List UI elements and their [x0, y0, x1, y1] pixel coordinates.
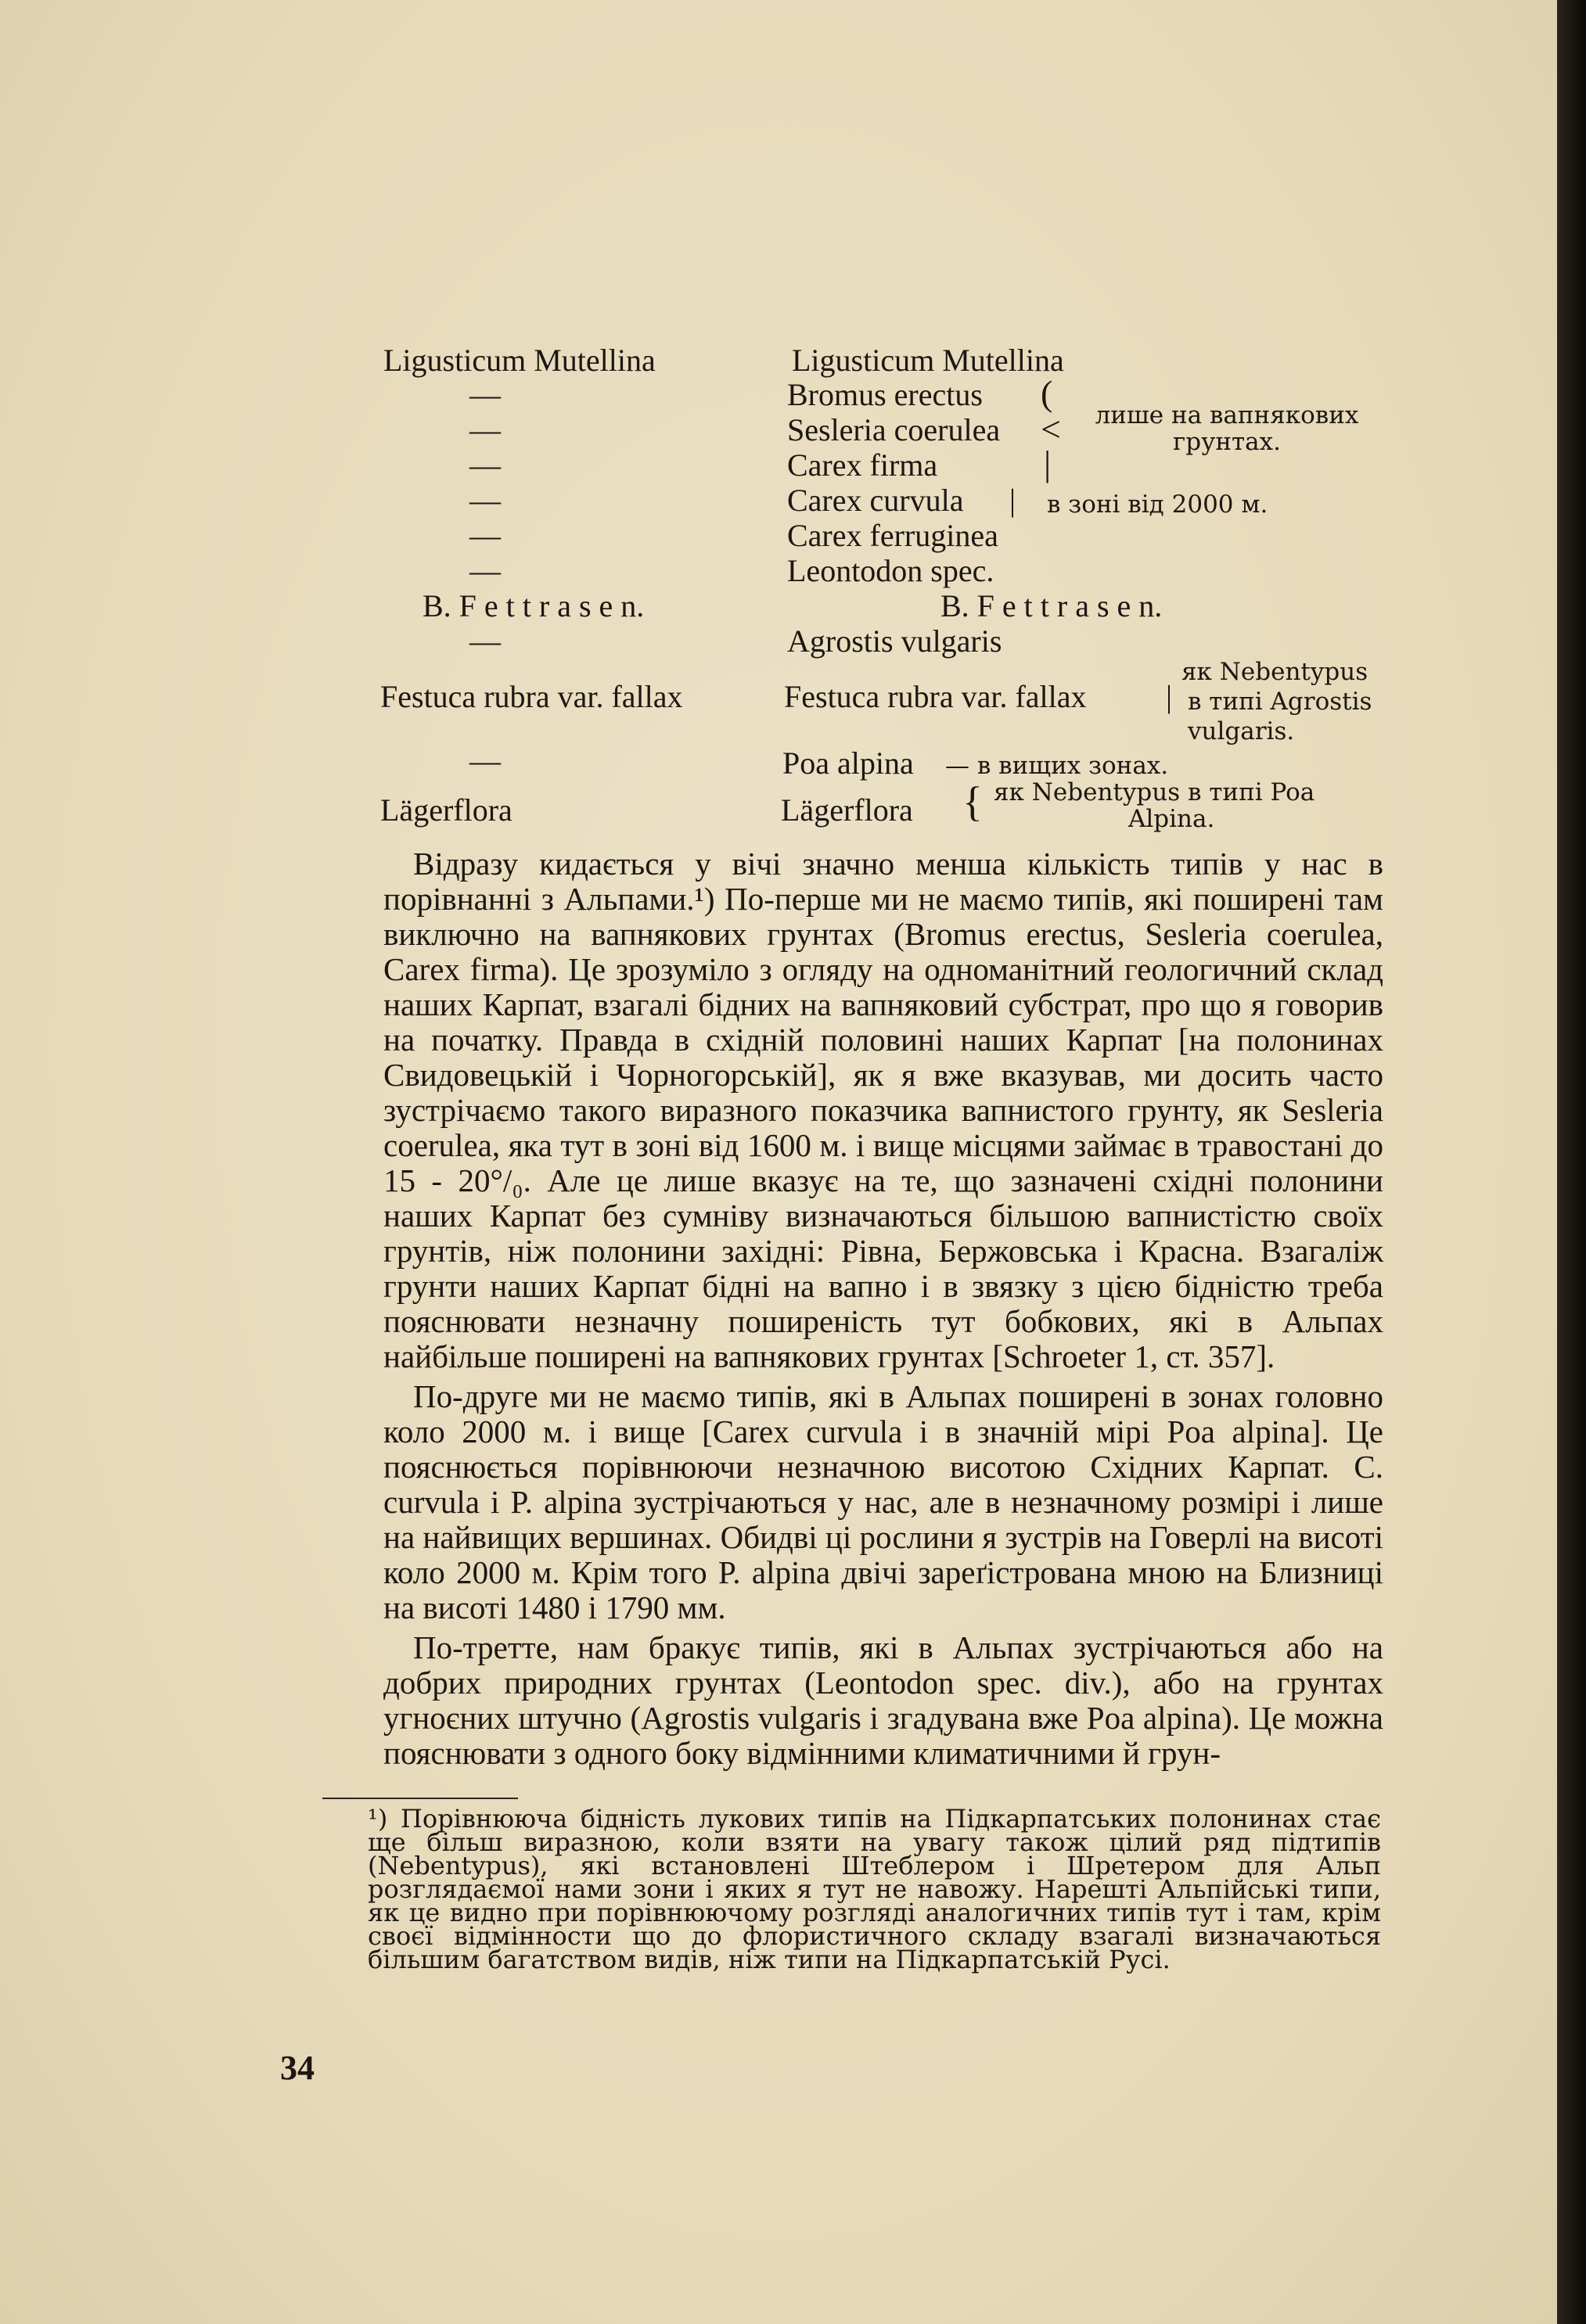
- brace-open: (: [1041, 373, 1053, 413]
- left-dash: —: [469, 483, 501, 518]
- note-festuca-1: як Nebentypus: [1181, 658, 1368, 686]
- page-number: 34: [280, 2049, 315, 2087]
- right-agrostis: Agrostis vulgaris: [787, 623, 1002, 659]
- note-poa: — в вищих зонах.: [945, 752, 1169, 780]
- right-sesleria: Sesleria coerulea: [787, 412, 1001, 447]
- footnote: [368, 1804, 1381, 1974]
- left-dash: —: [469, 553, 501, 588]
- left-section-b: B. F e t t r a s e n.: [423, 588, 645, 623]
- right-ligusticum: Ligusticum Mutellina: [792, 343, 1064, 378]
- note-festuca-3: vulgaris.: [1188, 717, 1295, 745]
- right-section-b: B. F e t t r a s e n.: [940, 588, 1163, 623]
- note-festuca-2: в типі Agrostis: [1188, 688, 1372, 716]
- right-bromus: Bromus erectus: [787, 377, 983, 412]
- note-limestone: лише на вапнякових грунтах.: [1095, 401, 1359, 456]
- left-dash: —: [469, 377, 501, 412]
- paragraph: Відразу кидається у вічі значно менша кількість типів у нас в порівнанні з Альпами.¹) По-перше ми не маємо типів, які поширені там виключно на вапнякових грунтах (Bromus erectus, Sesleria coerulea, Carex firma). Це зрозуміло з огляду на одноманітний геологичний склад наших Карпат, взагалі бідних на вапняковий субстрат, про що я говорив на початку. Правда в східній половині наших Карпат [на полонинах Свидовецькій і Чорногорській], як я вже вказував, ми досить часто зустрічаємо такого виразного показчика вапнистого грунту, як Sesleria coerulea, яка тут в зоні від 1600 м. і вище місцями займає в травостані до 15 - 20°/₀. Але це лише вказує на те, що зазначені східні полонини наших Карпат без сумніву визначаються більшою вапнистістю своїх грунтів, ніж полонини західні: Рівна, Бержовська і Красна. Взагаліж грунти наших Карпат бідні на вапно і в звязку з цією бідністю треба пояснювати незначну поширеність тут бобкових, які в Альпах найбільше поширені на вапнякових грунтах [Schroeter 1, ст. 357].: [383, 846, 1383, 1374]
- brace-lager: {: [962, 778, 983, 825]
- left-dash: —: [469, 412, 501, 447]
- left-lagerflora: Lägerflora: [380, 792, 512, 828]
- note-2000: в зоні від 2000 м.: [1047, 490, 1268, 519]
- separator-bar: |: [1166, 679, 1173, 714]
- brace-middle: <: [1041, 409, 1061, 449]
- left-dash: —: [469, 743, 501, 778]
- left-dash: —: [469, 447, 501, 483]
- brace-close: |: [1044, 444, 1052, 483]
- right-carex-curvula: Carex curvula: [787, 483, 964, 518]
- footnote-rule: [322, 1798, 518, 1799]
- left-festuca: Festuca rubra var. fallax: [380, 679, 683, 714]
- left-dash: —: [469, 518, 501, 553]
- right-poa: Poa alpina: [782, 745, 914, 781]
- left-dash: —: [469, 623, 501, 659]
- footnote-text: ¹) Порівнююча бідність лукових типів на Підкарпатських полонинах стає ще більш виразною, коли взяти на увагу також цілий ряд підтипів (Nebentypus), які встановлені Штеблером і Шретером для Альп розглядаємої нами зони і яких я тут не навожу. Нарешті Альпійські типи, як це видно при порівнюючому розгляді аналогичних типів тут і там, крім своєї відмінности що до флористичного складу взагалі визначаються більшим багатством видів, ніж типи на Підкарпатській Русі.: [368, 1804, 1381, 1974]
- separator-bar: |: [1009, 483, 1016, 518]
- note-lager-1: як Nebentypus в типі Poa: [994, 778, 1315, 806]
- right-festuca: Festuca rubra var. fallax: [784, 679, 1087, 714]
- right-leontodon: Leontodon spec.: [787, 553, 994, 588]
- paragraph: По-друге ми не маємо типів, які в Альпах поширені в зонах головно коло 2000 м. і вище [Carex curvula і в значній мірі Poa alpina]. Це пояснюється порівнюючи незначною висотою Східних Карпат. C. curvula і P. alpina зустрічаються у нас, але в незначному розмірі і лише на найвищих вершинах. Обидві ці рослини я зустрів на Говерлі на висоті коло 2000 м. Крім того P. alpina двічі зареґістрована мною на Близниці на висоті 1480 і 1790 мм.: [383, 1378, 1383, 1625]
- paragraph: По-третте, нам бракує типів, які в Альпах зустрічаються або на добрих природних грунтах (Leontodon spec. div.), або на грунтах угноєних штучно (Agrostis vulgaris і згадувана вже Poa alpina). Це можна пояснювати з одного боку відмінними климатичними й грун-: [383, 1629, 1383, 1771]
- right-carex-ferruginea: Carex ferruginea: [787, 518, 998, 553]
- right-lagerflora: Lägerflora: [781, 792, 913, 828]
- right-carex-firma: Carex firma: [787, 447, 938, 483]
- book-spine: [1557, 0, 1586, 2324]
- note-lager-2: Alpina.: [1128, 805, 1215, 833]
- left-ligusticum: Ligusticum Mutellina: [383, 343, 656, 378]
- body-text: [383, 846, 1383, 1771]
